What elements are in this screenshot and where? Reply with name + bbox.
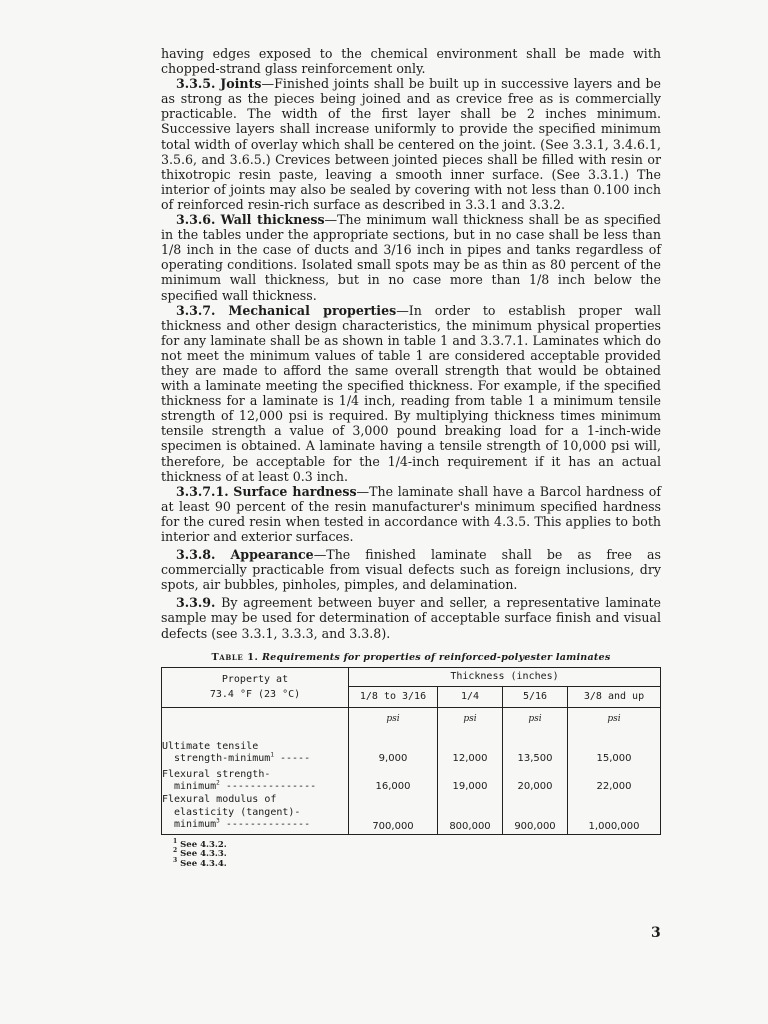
table-cell: 15,000	[568, 730, 661, 766]
footnote-text: See 4.3.3.	[180, 849, 227, 860]
table-cell: 900,000	[503, 794, 568, 835]
leader-dots: -----	[279, 753, 311, 765]
table-cell: 19,000	[438, 766, 503, 794]
section-text: —The laminate shall have a Barcol hardness of at least 90 percent of the resin manufacturer's minimum specified hardness for the cured resin when tested in accordance with 4.3.5. This applies to both interior and exterior surfaces.	[161, 483, 661, 544]
footnote-mark: 3	[173, 856, 178, 864]
table-cell: 800,000	[438, 794, 503, 835]
property-label-text: minimum	[174, 781, 217, 793]
section-3-3-7-1	[161, 484, 661, 544]
section-number: 3.3.7.1.	[176, 483, 229, 499]
property-label	[162, 794, 349, 835]
unit-cell: psi	[568, 707, 661, 730]
property-label-line: Flexural strength-	[162, 768, 271, 780]
footnote	[173, 856, 661, 870]
table-header-row	[162, 667, 661, 686]
units-spacer-cell	[162, 707, 349, 730]
footnote	[173, 847, 661, 860]
property-header-line: Property at	[221, 674, 289, 686]
table-cell: 22,000	[568, 766, 661, 794]
footnote-ref: 1	[270, 751, 274, 759]
footnote-ref: 3	[216, 817, 220, 825]
column-header: 3/8 and up	[568, 686, 661, 707]
section-3-3-6	[161, 212, 661, 303]
property-column-header	[162, 667, 349, 707]
section-text: By agreement between buyer and seller, a representative laminate sample may be used for determination of acceptable surface finish and visual defects (see 3.3.1, 3.3.3, and 3.3.8).	[161, 595, 661, 641]
section-title: Wall thickness	[220, 212, 325, 228]
section-text: —Finished joints shall be built up in successive layers and be as strong as the pieces being joined and as crevice free as is commercially practicable. The width of the first layer shall be 2 inches minimum. Successive layers shall increase uniformly to provide the specified minimum total width of overlay which shall be centered on the joint. (See 3.3.1, 3.4.6.1, 3.5.6, and 3.6.5.) Crevices between jointed pieces shall be filled with resin or thixotropic resin paste, leaving a smooth inner surface. (See 3.3.1.) The interior of joints may also be sealed by covering with not less than 0.100 inch of reinforced resin-rich surface as described in 3.3.1 and 3.3.2.	[161, 76, 661, 212]
property-header-line: 73.4 °F (23 °C)	[209, 689, 301, 701]
column-header: 1/8 to 3/16	[349, 686, 438, 707]
section-number: 3.3.5.	[176, 76, 216, 92]
leader-dots: ---------------	[225, 781, 317, 793]
property-label-line	[162, 781, 348, 794]
table-cell: 9,000	[349, 730, 438, 766]
footnote-text: See 4.3.2.	[180, 839, 227, 850]
section-number: 3.3.7.	[176, 302, 216, 318]
section-title: Mechanical properties	[228, 302, 397, 318]
table-footnotes	[161, 837, 661, 870]
leader-dots: --------------	[225, 819, 311, 831]
page-number: 3	[651, 925, 661, 941]
column-header: 5/16	[503, 686, 568, 707]
table-row	[162, 730, 661, 766]
section-title: Appearance	[230, 547, 314, 563]
table-cell: 13,500	[503, 730, 568, 766]
table-caption-label: Table 1.	[211, 651, 259, 663]
section-number: 3.3.9.	[176, 595, 216, 611]
footnote-mark: 1	[173, 837, 178, 845]
table-cell: 20,000	[503, 766, 568, 794]
table-caption	[161, 652, 661, 663]
column-header: 1/4	[438, 686, 503, 707]
property-label	[162, 766, 349, 794]
property-label-text: strength-minimum	[174, 753, 271, 765]
property-label-line	[162, 753, 348, 766]
table-cell: 700,000	[349, 794, 438, 835]
section-title: Joints	[220, 76, 262, 92]
property-label-line	[162, 819, 348, 832]
unit-cell: psi	[438, 707, 503, 730]
section-3-3-7	[161, 303, 661, 484]
thickness-column-header: Thickness (inches)	[349, 667, 661, 686]
property-label-line: Ultimate tensile	[162, 740, 259, 752]
footnote-mark: 2	[173, 847, 178, 855]
section-text: —The finished laminate shall be as free as commercially practicable from visual defects such as foreign inclusions, dry spots, air bubbles, pinholes, pimples, and delamination.	[161, 547, 661, 593]
footnote	[173, 837, 661, 851]
table-cell: 1,000,000	[568, 794, 661, 835]
requirements-table	[161, 667, 661, 835]
table-caption-text: Requirements for properties of reinforced-polyester laminates	[262, 651, 611, 663]
unit-cell: psi	[349, 707, 438, 730]
intro-paragraph: having edges exposed to the chemical environment shall be made with chopped-strand glass reinforcement only.	[161, 46, 661, 77]
body-text	[161, 46, 661, 641]
footnote-ref: 2	[216, 779, 220, 787]
units-row	[162, 707, 661, 730]
section-text: —The minimum wall thickness shall be as specified in the tables under the appropriate sections, but in no case shall be less than 1/8 inch in the case of ducts and 3/16 inch in pipes and tanks regardless of operating conditions. Isolated small spots may be as thin as 80 percent of the minimum wall thickness, but in no case more than 1/8 inch below the specified wall thickness.	[161, 212, 661, 303]
table-cell: 12,000	[438, 730, 503, 766]
section-3-3-9	[161, 595, 661, 640]
section-number: 3.3.8.	[176, 547, 216, 563]
section-3-3-8	[161, 547, 661, 592]
property-label-line: elasticity (tangent)-	[174, 806, 301, 818]
section-text: —In order to establish proper wall thickness and other design characteristics, the minimum physical properties for any laminate shall be as shown in table 1 and 3.3.7.1. Laminates which do not meet the minimum values of table 1 are considered acceptable provided they are made to afford the same overall strength that would be obtained with a laminate meeting the specified thickness. For example, if the specified thickness for a laminate is 1/4 inch, reading from table 1 a minimum tensile strength of 12,000 psi is required. By multiplying thickness times minimum tensile strength a value of 3,000 pound breaking load for a 1-inch-wide specimen is obtained. A laminate having a tensile strength of 10,000 psi will, therefore, be acceptable for the 1/4-inch requirement if it has an actual thickness of at least 0.3 inch.	[161, 302, 661, 484]
table-row	[162, 766, 661, 794]
section-3-3-5	[161, 76, 661, 212]
property-label-line: Flexural modulus of	[162, 794, 277, 806]
footnote-text: See 4.3.4.	[180, 858, 227, 869]
property-label-text: minimum	[174, 819, 217, 831]
unit-cell: psi	[503, 707, 568, 730]
document-page	[161, 46, 661, 869]
property-label	[162, 730, 349, 766]
section-title: Surface hardness	[233, 483, 357, 499]
section-number: 3.3.6.	[176, 212, 216, 228]
table-row	[162, 794, 661, 835]
table-cell: 16,000	[349, 766, 438, 794]
